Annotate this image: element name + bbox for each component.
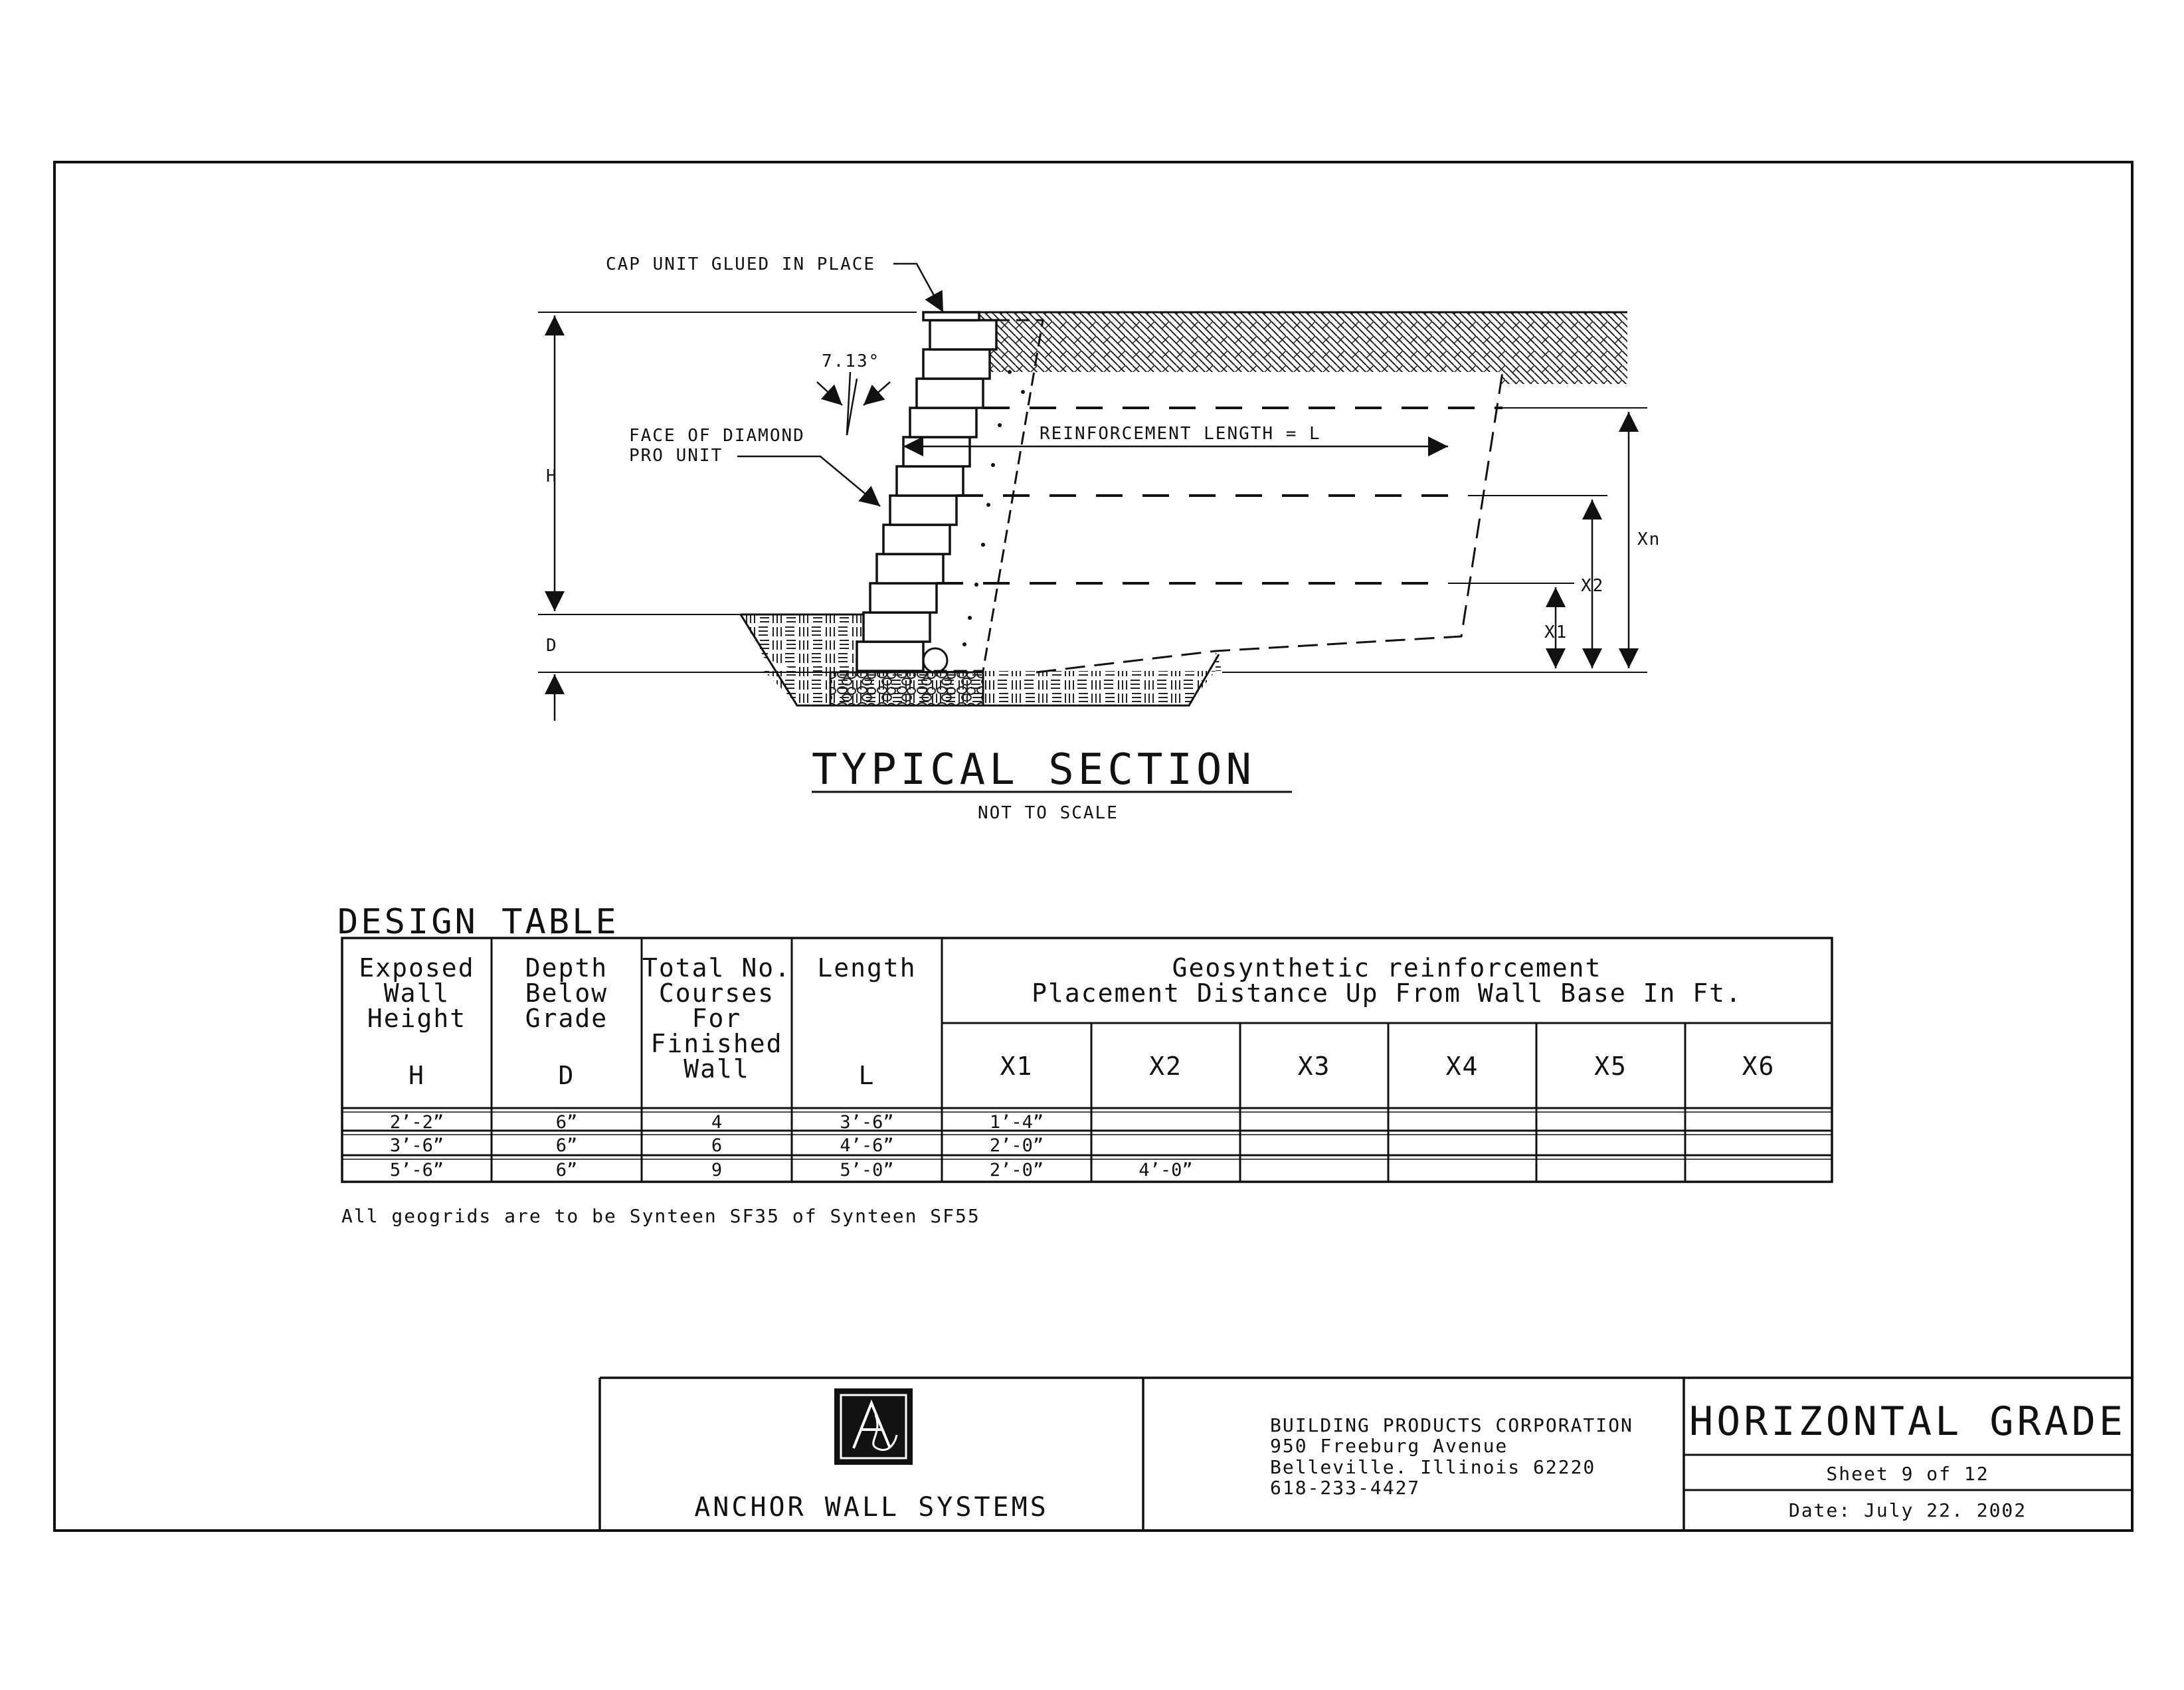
batter-angle: 7.13°	[822, 351, 881, 371]
reinforcement-length-label: REINFORCEMENT LENGTH = L	[1040, 424, 1321, 444]
table-cell: 5’-0”	[840, 1160, 894, 1180]
table-header-0-line-2: Height	[367, 1004, 467, 1033]
table-cell: 4	[711, 1112, 723, 1133]
geo-header-line-1: Geosynthetic reinforcement	[1172, 953, 1602, 983]
retained-soil	[976, 312, 1627, 384]
table-header-2-line-0: Total No.	[642, 953, 791, 983]
table-header-0-line-0: Exposed	[359, 953, 475, 983]
dimension-x2: X2	[1581, 576, 1605, 596]
face-note-leader	[737, 456, 880, 506]
table-header-2-line-4: Wall	[683, 1054, 750, 1083]
geo-column-x4: X4	[1445, 1052, 1479, 1081]
design-table	[337, 902, 1832, 1227]
table-header-2-line-1: Courses	[658, 979, 775, 1008]
table-header-1-line-0: Depth	[525, 953, 608, 983]
table-cell: 3’-6”	[389, 1135, 444, 1156]
table-cell: 2’-2”	[389, 1112, 444, 1133]
title-block	[600, 1378, 2132, 1531]
anchor-logo-icon	[834, 1388, 913, 1465]
geo-column-x2: X2	[1149, 1052, 1182, 1081]
dimension-x1: X1	[1544, 622, 1568, 642]
face-note-line-2: PRO UNIT	[629, 446, 723, 466]
reinforced-zone-boundary	[1036, 372, 1502, 672]
table-header-1-line-2: Grade	[525, 1004, 608, 1033]
table-cell: 9	[711, 1160, 723, 1180]
address-line-1: BUILDING PRODUCTS CORPORATION	[1270, 1414, 1633, 1436]
table-cell: 2’-0”	[989, 1160, 1044, 1180]
table-header-2-line-2: For	[691, 1004, 742, 1033]
geogrid-note: All geogrids are to be Synteen SF35 of Synteen SF55	[341, 1205, 980, 1227]
dimension-xn: Xn	[1637, 529, 1661, 549]
drain-pipe-icon	[923, 648, 947, 672]
table-header-0-line-1: Wall	[383, 979, 450, 1008]
geo-column-x5: X5	[1594, 1052, 1627, 1081]
drawing-title: HORIZONTAL GRADE	[1689, 1398, 2126, 1445]
cap-note-leader	[893, 264, 943, 312]
table-header-1-line-1: Below	[525, 979, 608, 1008]
table-cell: 6”	[555, 1135, 578, 1156]
face-note-line-1: FACE OF DIAMOND	[629, 426, 805, 446]
table-header-3-line-0: Length	[817, 953, 917, 983]
typical-section	[538, 254, 1661, 823]
geo-column-x3: X3	[1297, 1052, 1331, 1081]
drawing-date: Date: July 22. 2002	[1788, 1499, 2027, 1521]
table-header-2-line-3: Finished	[650, 1029, 783, 1058]
table-header-1-symbol: D	[558, 1061, 575, 1090]
table-cell: 6”	[555, 1160, 578, 1180]
cap-note: CAP UNIT GLUED IN PLACE	[606, 254, 876, 274]
geo-column-x6: X6	[1742, 1052, 1775, 1081]
company-name: ANCHOR WALL SYSTEMS	[694, 1492, 1049, 1523]
table-cell: 3’-6”	[840, 1112, 894, 1133]
leveling-pad	[830, 672, 983, 705]
table-cell: 1’-4”	[989, 1112, 1044, 1133]
table-cell: 6	[711, 1135, 723, 1156]
sheet-number: Sheet 9 of 12	[1826, 1463, 1989, 1485]
address-line-3: Belleville. Illinois 62220	[1270, 1456, 1596, 1478]
table-cell: 6”	[555, 1112, 578, 1133]
section-title: TYPICAL SECTION	[812, 745, 1255, 795]
design-table-title: DESIGN TABLE	[337, 902, 619, 942]
dimension-d: D	[546, 636, 558, 656]
geo-header-line-2: Placement Distance Up From Wall Base In Ft.	[1032, 979, 1742, 1008]
table-cell: 2’-0”	[989, 1135, 1044, 1156]
geo-column-x1: X1	[1000, 1052, 1034, 1081]
table-header-3-symbol: L	[858, 1061, 875, 1090]
address-line-2: 950 Freeburg Avenue	[1270, 1435, 1508, 1457]
address-line-4: 618-233-4427	[1270, 1477, 1421, 1499]
table-cell: 5’-6”	[389, 1160, 444, 1180]
table-cell: 4’-0”	[1138, 1160, 1193, 1180]
table-header-0-symbol: H	[409, 1061, 425, 1090]
dimension-h: H	[546, 466, 558, 486]
table-cell: 4’-6”	[840, 1135, 894, 1156]
section-subtitle: NOT TO SCALE	[978, 803, 1119, 823]
